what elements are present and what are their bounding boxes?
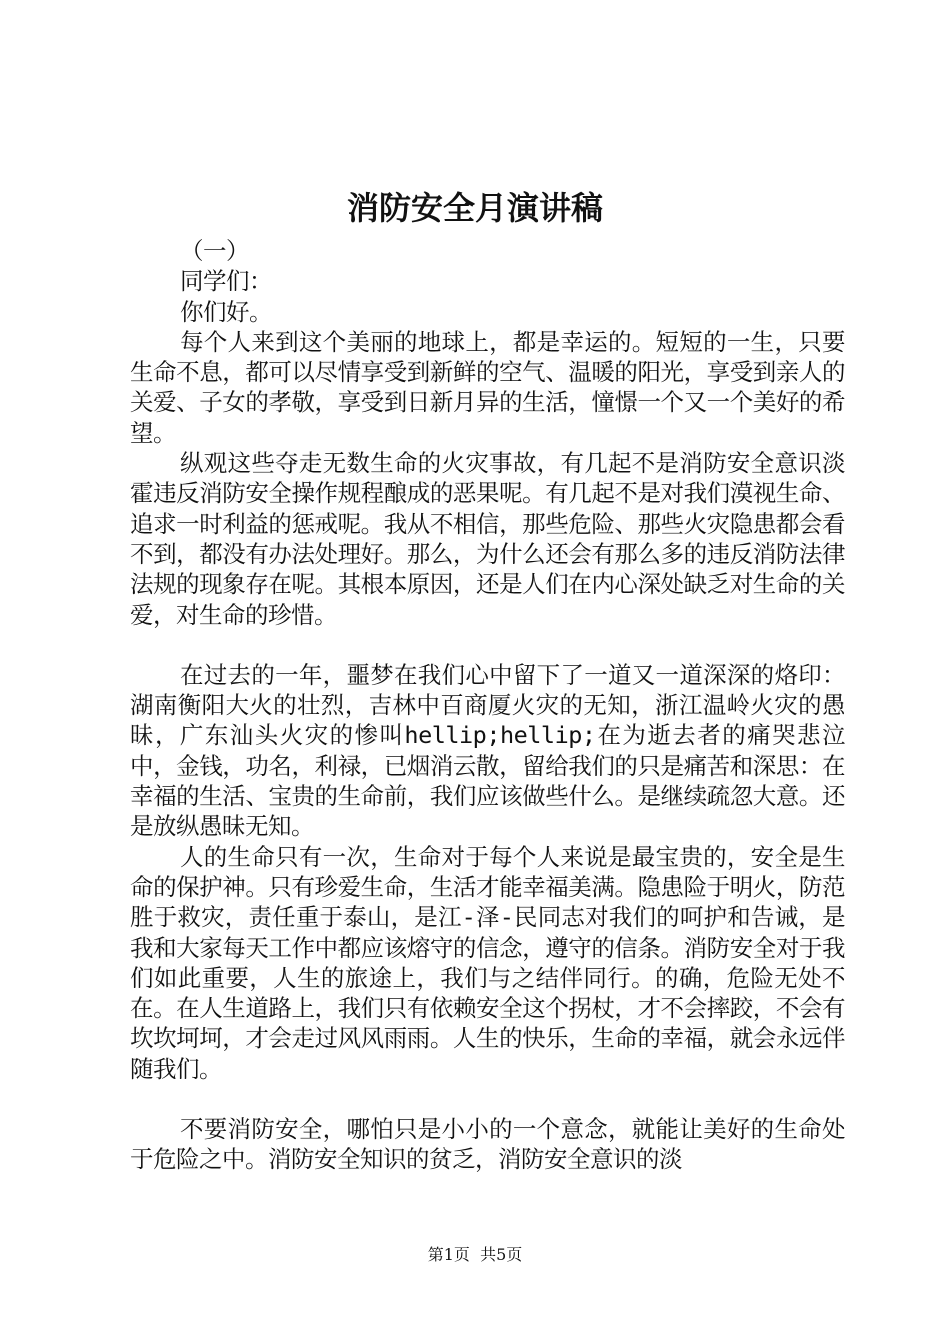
paragraph: 人的生命只有一次，生命对于每个人来说是最宝贵的，安全是生命的保护神。只有珍爱生命，生活才能幸福美满。隐患险于明火，防范胜于救灾，责任重于泰山，是江-泽-民同志对我们的呵护和告诫，是我和大家每天工作中都应该熔守的信念，遵守的信条。消防安全对于我们如此重要，人生的旅途上，我们与之结伴同行。的确，危险无处不在。在人生道路上，我们只有依赖安全这个拐杖，才不会摔跤，不会有坎坎坷坷，才会走过风风雨雨。人生的快乐，生命的幸福，就会永远伴随我们。 <box>130 842 845 1083</box>
document-title: 消防安全月演讲稿 <box>346 189 603 227</box>
salutation: 同学们： <box>180 267 272 296</box>
page-total: 共5页 <box>480 1245 523 1264</box>
paragraph: 不要消防安全，哪怕只是小小的一个意念，就能让美好的生命处于危险之中。消防安全知识的贫乏，消防安全意识的淡 <box>130 1115 845 1174</box>
greeting: 你们好。 <box>180 297 272 326</box>
paragraph: 在过去的一年，噩梦在我们心中留下了一道又一道深深的烙印：湖南衡阳大火的壮烈，吉林中百商厦火灾的无知，浙江温岭火灾的愚昧，广东汕头火灾的惨叫hellip;hellip;在为逝去者的痛哭悲泣中，金钱，功名，利禄，已烟消云散，留给我们的只是痛苦和深思：在幸福的生活、宝贵的生命前，我们应该做些什么。是继续疏忽大意。还是放纵愚昧无知。 <box>130 660 845 841</box>
paragraph: 纵观这些夺走无数生命的火灾事故，有几起不是消防安全意识淡霍违反消防安全操作规程酿成的恶果呢。有几起不是对我们漠视生命、追求一时利益的惩戒呢。我从不相信，那些危险、那些火灾隐患都会看不到，都没有办法处理好。那么，为什么还会有那么多的违反消防法律法规的现象存在呢。其根本原因，还是人们在内心深处缺乏对生命的关爱，对生命的珍惜。 <box>130 449 845 629</box>
section-number: （一） <box>180 237 249 265</box>
page-footer <box>0 1244 950 1266</box>
paragraph: 每个人来到这个美丽的地球上，都是幸运的。短短的一生，只要生命不息，都可以尽情享受到新鲜的空气、温暖的阳光，享受到亲人的关爱、子女的孝敬，享受到日新月异的生活，憧憬一个又一个美好的希望。 <box>130 327 845 447</box>
page-number: 第1页 <box>427 1245 470 1264</box>
document-body <box>130 236 845 1175</box>
